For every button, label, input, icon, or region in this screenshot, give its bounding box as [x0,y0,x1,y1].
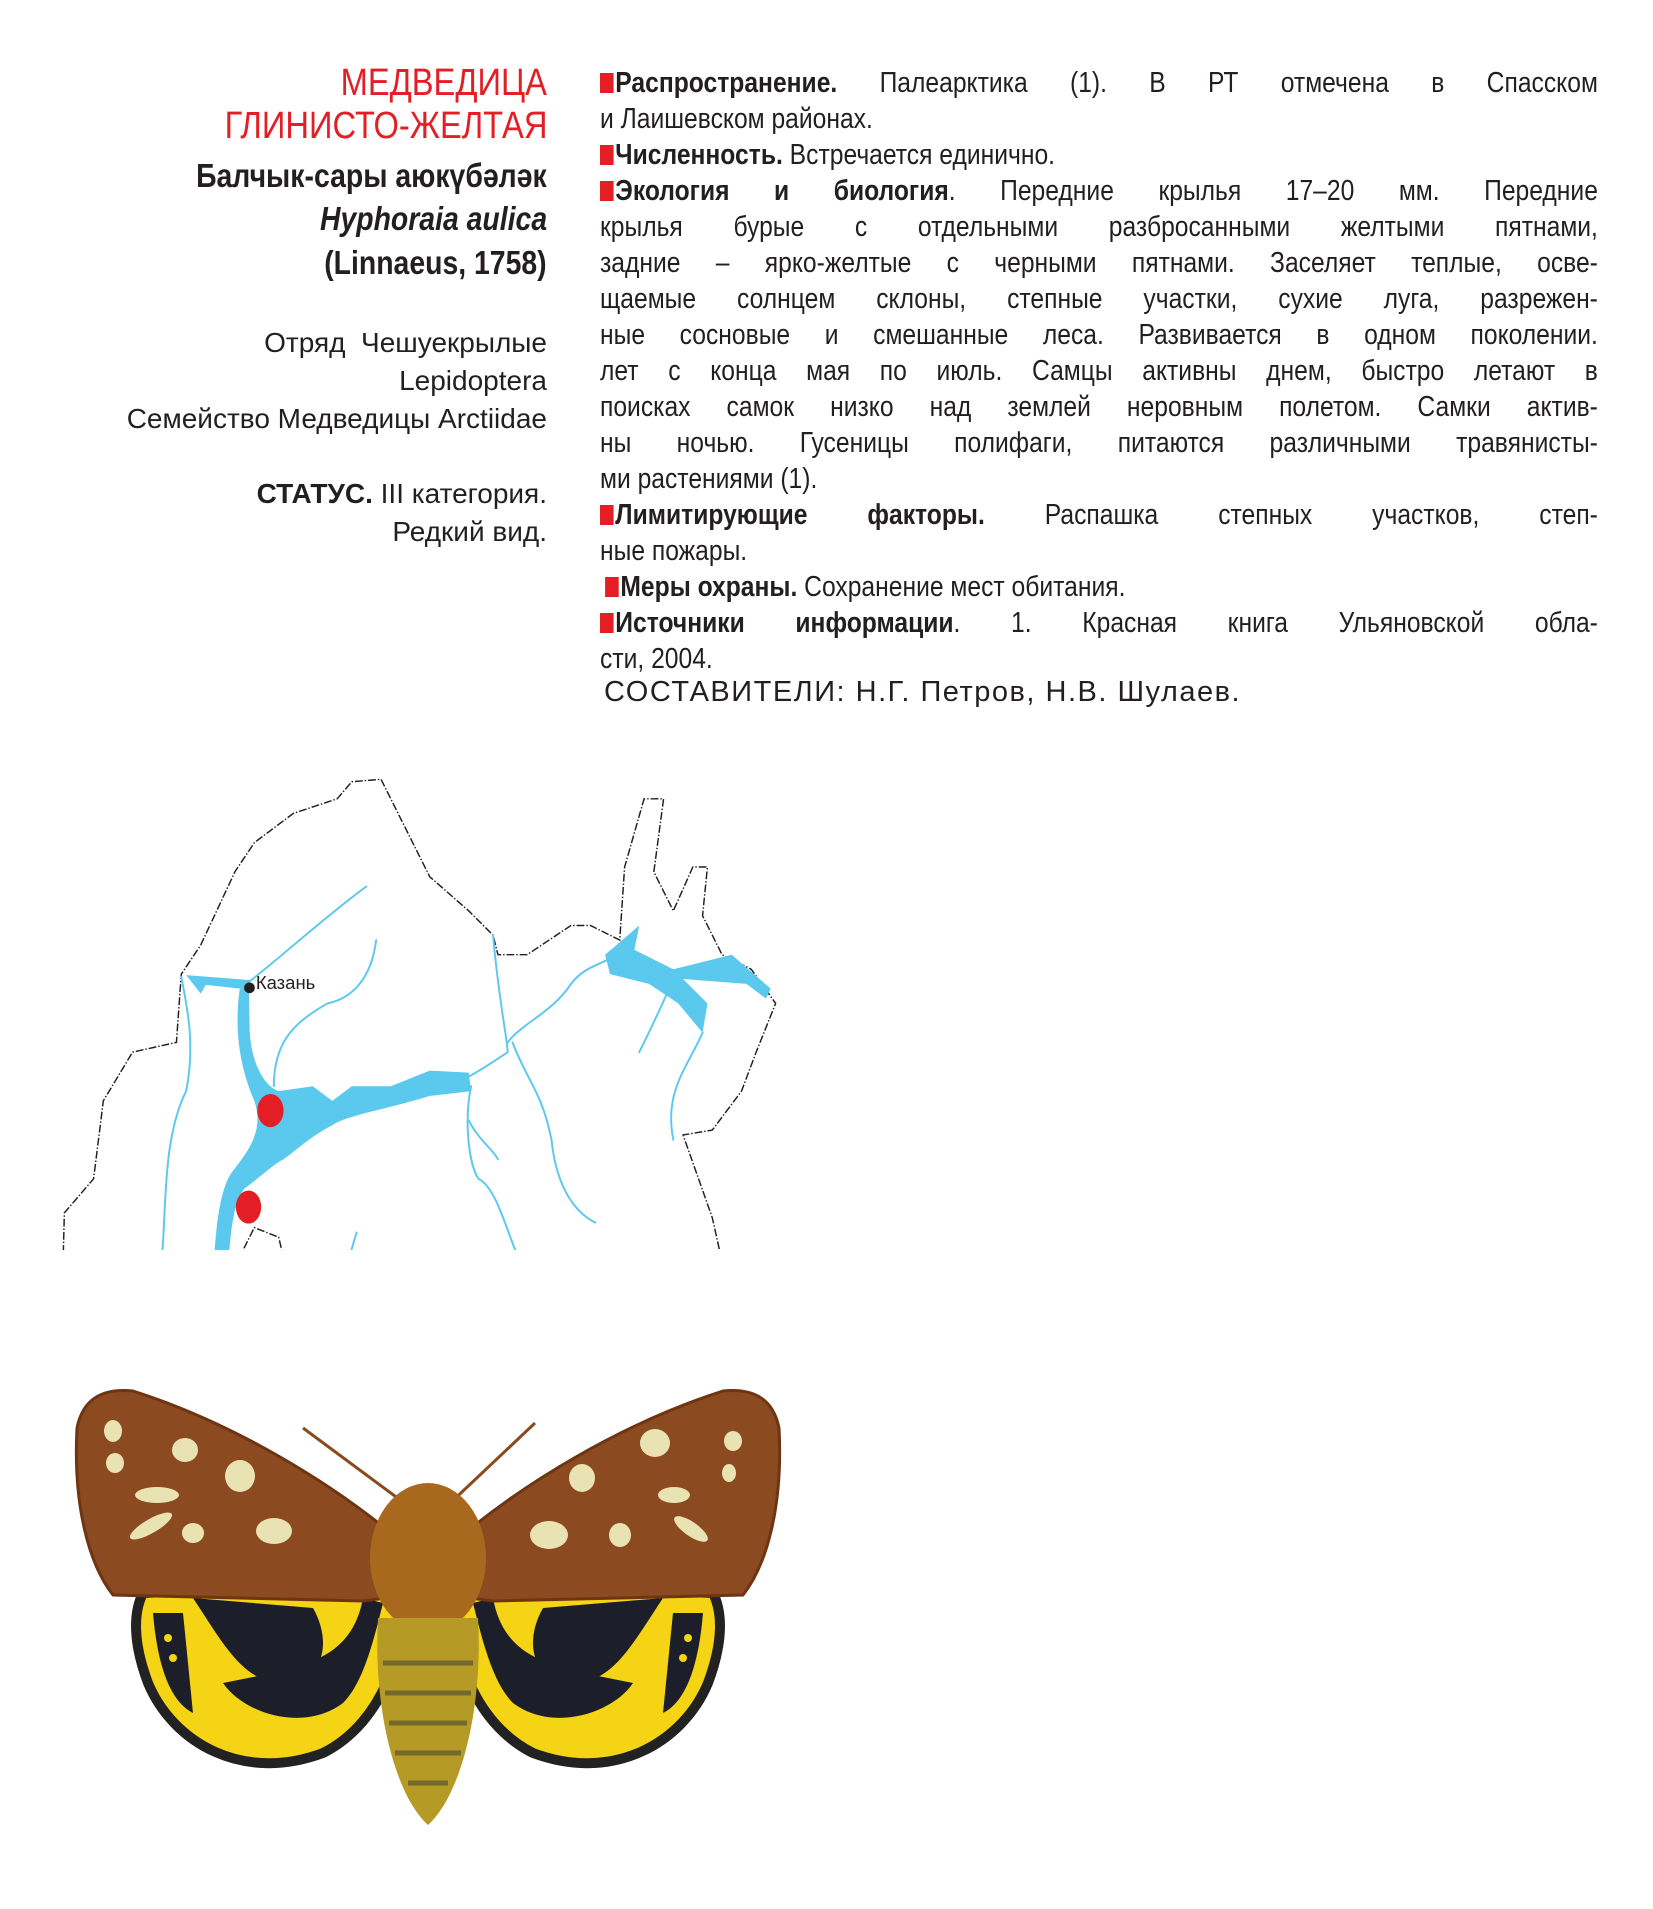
moth-illustration [73,1383,783,1830]
section-text: . 1. Красная книга Ульяновской обла- [953,607,1598,639]
description-line [600,569,1598,605]
description-line [600,173,1598,209]
city-kazan-label: Казань [255,971,316,993]
section-text: Палеарктика (1). В РТ отмечена в Спасском [837,67,1598,99]
tatar-name-row [139,157,547,195]
red-bullet-icon [600,73,614,93]
red-bullet-icon [600,181,614,201]
red-bullet-icon [600,505,614,525]
section-heading: Экология и биология [615,175,949,207]
section-text: задние – ярко-желтые с черными пятнами. Заселяет теплые, осве- [600,247,1598,279]
order: Отряд Чешуекрылые [264,327,547,358]
occurrence-point [257,1094,283,1127]
taxonomy [127,324,547,438]
description-line [600,137,1598,173]
section-text: ны ночью. Гусеницы полифаги, питаются различными травянисты- [600,427,1598,459]
section-text: щаемые солнцем склоны, степные участки, сухие луга, разрежен- [600,283,1598,315]
order-latin: Lepidoptera [399,365,547,396]
section-text: Распашка степных участков, степ- [984,499,1598,531]
species-description [600,65,1598,677]
section-heading: Меры охраны. [620,571,798,603]
latin-name: Hyphoraia aulica [319,200,547,237]
description-line [600,281,1598,317]
red-bullet-icon [600,145,614,165]
city-kazan-marker [244,982,255,993]
section-heading: Источники информации [615,607,954,639]
section-text: поисках самок низко над землей неровным полетом. Самки актив- [600,391,1598,423]
description-line [600,461,1598,497]
status-label: СТАТУС. [256,478,373,509]
status-category: III категория. [372,478,547,509]
description-line [600,101,1598,137]
moth-thorax [370,1483,486,1633]
red-bullet-icon [605,577,619,597]
section-heading: Численность. [615,139,783,171]
section-text: лет с конца мая по июль. Самцы активны днем, быстро летают в [600,355,1598,387]
section-text: и Лаишевском районах. [600,103,873,135]
compilers: СОСТАВИТЕЛИ: Н.Г. Петров, Н.В. Шулаев. [604,676,1242,708]
description-line [600,353,1598,389]
author-year: (Linnaeus, 1758) [324,244,547,281]
section-text: ные пожары. [600,535,748,567]
description-line [600,245,1598,281]
description-line [600,317,1598,353]
section-text: крылья бурые с отдельными разбросанными желтыми пятнами, [600,211,1598,243]
section-heading: Лимитирующие факторы. [615,499,985,531]
description-line [600,209,1598,245]
distribution-map [40,750,800,1250]
section-text: Встречается единично. [782,139,1056,171]
description-line [600,641,1598,677]
description-line [600,65,1598,101]
status [257,475,547,551]
region-border [62,779,776,1250]
species-title [172,62,547,148]
section-text: ные сосновые и смешанные леса. Развивается в одном поколении. [600,319,1598,351]
red-bullet-icon [600,613,614,633]
section-text: . Передние крылья 17–20 мм. Передние [948,175,1598,207]
title-line-1: МЕДВЕДИЦА [340,62,547,104]
description-line [600,605,1598,641]
description-line [600,533,1598,569]
section-text: ми растениями (1). [600,463,818,495]
tatar-name: Балчык-сары аюкүбәләк [196,157,547,194]
description-line [600,389,1598,425]
description-line [600,497,1598,533]
family: Семейство Медведицы Arctiidae [126,403,547,434]
occurrence-point [236,1190,261,1223]
latin-name-row [283,200,547,238]
section-text: сти, 2004. [600,643,713,675]
section-text: Сохранение мест обитания. [797,571,1126,603]
status-note: Редкий вид. [392,516,547,547]
section-heading: Распространение. [615,67,838,99]
title-line-2: ГЛИНИСТО-ЖЕЛТАЯ [224,105,547,147]
author-row [288,244,547,282]
description-line [600,425,1598,461]
